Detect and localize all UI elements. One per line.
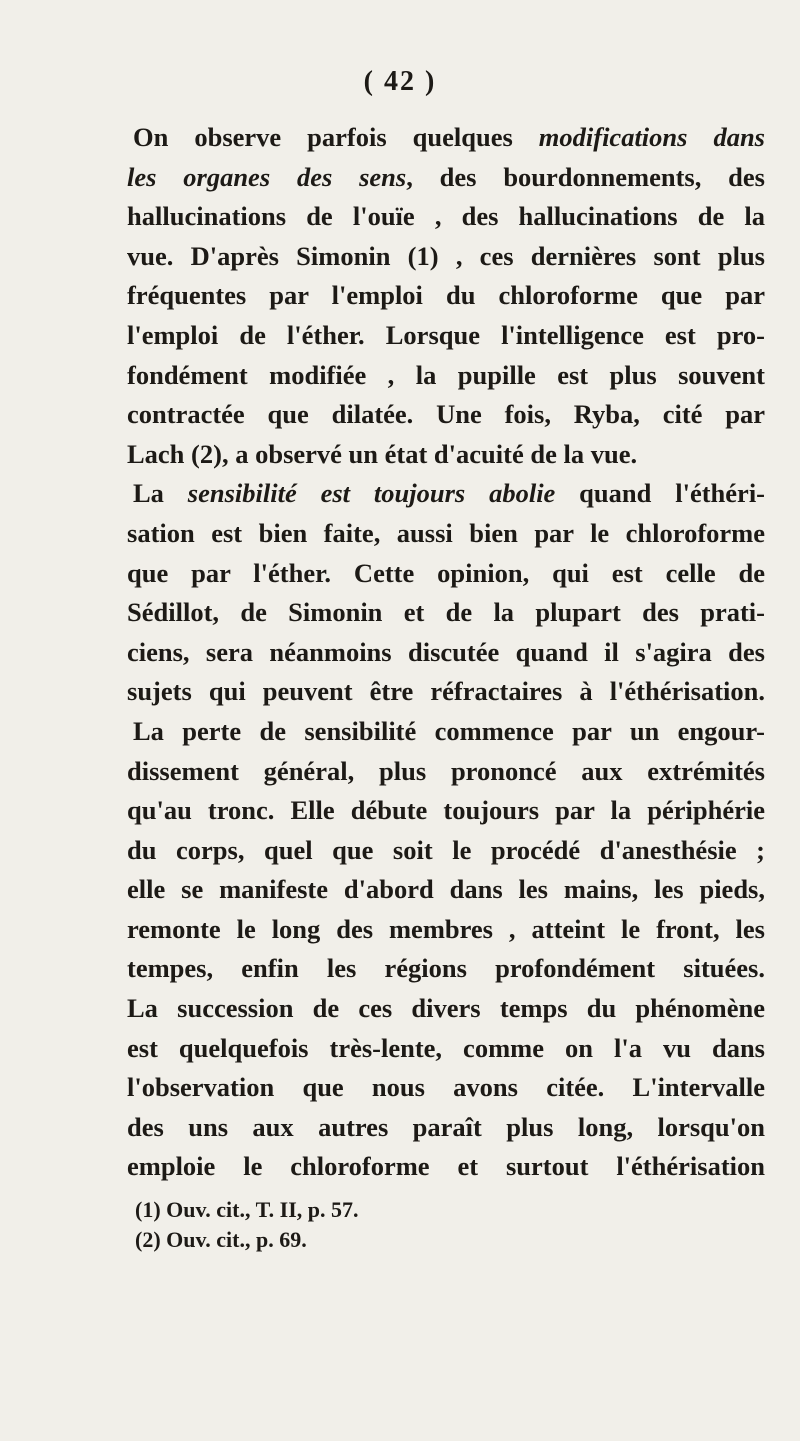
text-line: sation est bien faite, aussi bien par le chloroforme — [127, 517, 765, 548]
text-line: hallucinations de l'ouïe , des hallucinations de la — [127, 201, 765, 232]
body-text — [127, 118, 765, 1187]
text-line: qu'au tronc. Elle débute toujours par la périphérie — [127, 795, 765, 826]
text-line: La sensibilité est toujours abolie quand l'éthéri- — [133, 478, 766, 509]
footnote: (2) Ouv. cit., p. 69. — [135, 1227, 307, 1252]
page-number: ( 42 ) — [363, 66, 437, 97]
text-line: ciens, sera néanmoins discutée quand il s'agira des — [127, 636, 765, 667]
text-line: fréquentes par l'emploi du chloroforme que par — [127, 280, 765, 311]
text-line: La perte de sensibilité commence par un engour- — [133, 715, 765, 746]
text-line: sujets qui peuvent être réfractaires à l'éthérisation. — [127, 676, 765, 707]
text-line: remonte le long des membres , atteint le front, les — [127, 913, 765, 944]
text-line: La succession de ces divers temps du phénomène — [127, 993, 765, 1024]
text-line: les organes des sens, des bourdonnements, des — [127, 161, 765, 192]
footnote: (1) Ouv. cit., T. II, p. 57. — [135, 1197, 359, 1222]
text-line: fondément modifiée , la pupille est plus souvent — [127, 359, 765, 390]
text-line: contractée que dilatée. Une fois, Ryba, cité par — [127, 399, 765, 430]
text-line: l'emploi de l'éther. Lorsque l'intelligence est pro- — [127, 319, 765, 350]
footnotes — [135, 1195, 735, 1255]
text-line: On observe parfois quelques modifications dans — [133, 122, 765, 152]
text-line: que par l'éther. Cette opinion, qui est celle de — [127, 557, 765, 588]
text-line: vue. D'après Simonin (1) , ces dernières sont plus — [127, 240, 765, 271]
text-line: dissement général, plus prononcé aux extrémités — [127, 755, 765, 786]
text-line: l'observation que nous avons citée. L'intervalle — [127, 1072, 765, 1103]
text-line: Sédillot, de Simonin et de la plupart des prati- — [127, 597, 765, 628]
text-line: tempes, enfin les régions profondément situées. — [127, 953, 765, 984]
text-line: emploie le chloroforme et surtout l'éthérisation — [127, 1151, 765, 1182]
text-line: Lach (2), a observé un état d'acuité de la vue. — [127, 438, 638, 469]
text-line: du corps, quel que soit le procédé d'anesthésie ; — [127, 834, 765, 865]
text-line: elle se manifeste d'abord dans les mains, les pieds, — [127, 874, 765, 905]
text-line: des uns aux autres paraît plus long, lorsqu'on — [127, 1111, 765, 1142]
text-line: est quelquefois très-lente, comme on l'a vu dans — [127, 1032, 765, 1063]
